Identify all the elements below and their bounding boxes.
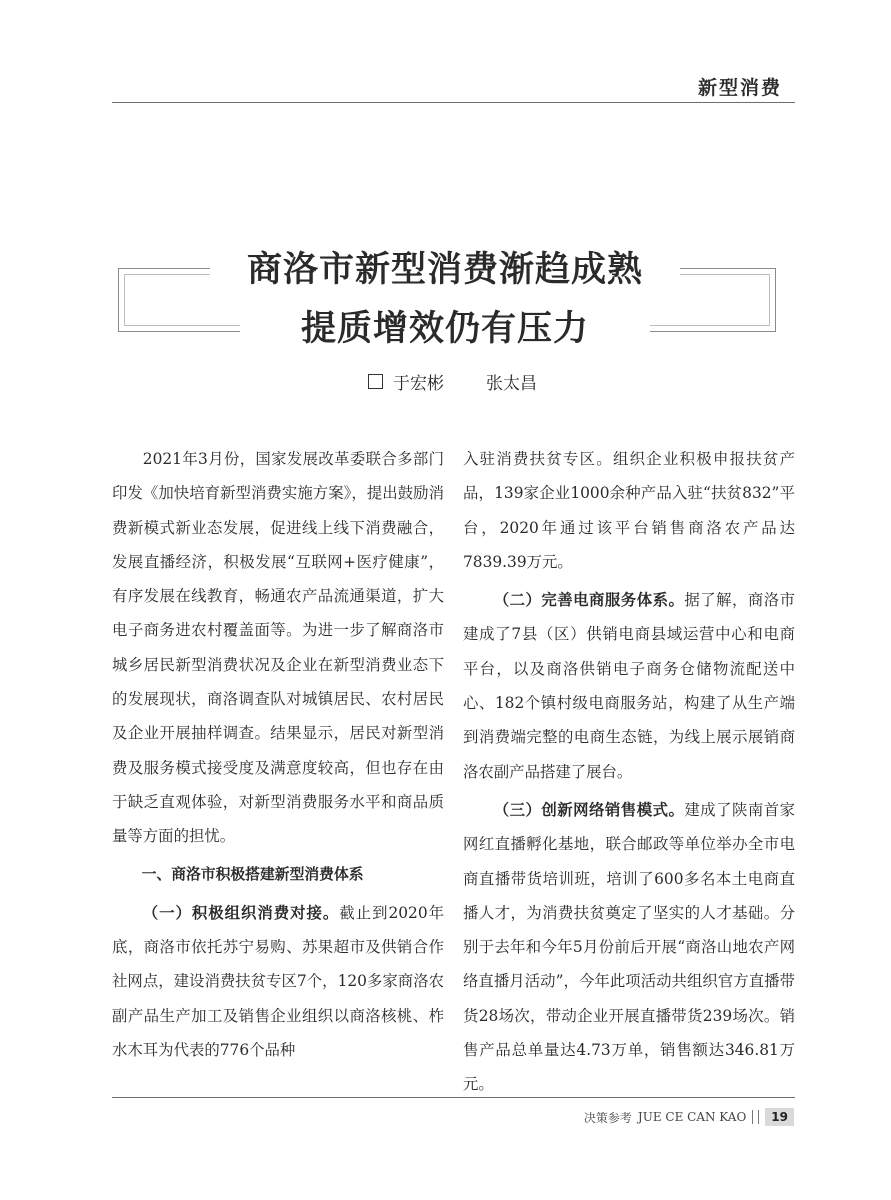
section-tag: 新型消费 <box>697 76 782 99</box>
article-title-line1: 商洛市新型消费渐趋成熟 <box>210 246 680 294</box>
body-paragraph <box>112 896 444 1067</box>
paragraph-lead: （三）创新网络销售模式。 <box>493 800 685 819</box>
paragraph-text: 建成了陕南首家网红直播孵化基地，联合邮政等单位举办全市电商直播带货培训班，培训了600多名本土电商直播人才，为消费扶贫奠定了坚实的人才基础。分别于去年和今年5月份前后开展“商洛山地农产网络直播月活动”，今年此项活动共组织官方直播带货28场次，带动企业开展直播带货239场次。销售产品总单量达4.73万单，销售额达346.81万元。 <box>463 800 795 1094</box>
paragraph-text: 据了解，商洛市建成了7县（区）供销电商县域运营中心和电商平台，以及商洛供销电子商务仓储物流配送中心、182个镇村级电商服务站，构建了从生产端到消费端完整的电商生态链，为线上展示展销商洛农副产品搭建了展台。 <box>463 591 795 781</box>
section-heading: 一、商洛市积极搭建新型消费体系 <box>141 865 364 883</box>
body-paragraph: 入驻消费扶贫专区。组织企业积极申报扶贫产品，139家企业1000余种产品入驻“扶贫832”平台，2020年通过该平台销售商洛农产品达7839.39万元。 <box>463 450 795 571</box>
page-footer <box>584 1105 794 1129</box>
right-column <box>463 442 795 1102</box>
article-title-line2: 提质增效仍有压力 <box>240 305 650 353</box>
journal-name: 决策参考 <box>583 1110 632 1125</box>
byline <box>368 368 537 394</box>
byline-box-icon <box>368 374 383 389</box>
left-column <box>112 442 444 1067</box>
page-number: 19 <box>765 1108 794 1126</box>
paragraph-lead: （一）积极组织消费对接。 <box>142 903 340 922</box>
footer-rule <box>112 1097 795 1098</box>
author-name: 于宏彬 <box>393 373 444 394</box>
body-paragraph <box>463 793 795 1102</box>
divider-bars-icon <box>752 1110 759 1124</box>
paragraph-lead: （二）完善电商服务体系。 <box>493 591 685 610</box>
author-name: 张太昌 <box>486 373 537 394</box>
journal-pinyin: JUE CE CAN KAO <box>637 1110 747 1124</box>
paragraph-text: 截止到2020年底，商洛市依托苏宁易购、苏果超市及供销合作社网点，建设消费扶贫专区7个，120多家商洛农副产品生产加工及销售企业组织以商洛核桃、柞水木耳为代表的776个品种 <box>112 903 444 1060</box>
body-paragraph: 2021年3月份，国家发展改革委联合多部门印发《加快培育新型消费实施方案》，提出鼓励消费新模式新业态发展，促进线上线下消费融合，发展直播经济，积极发展“互联网+医疗健康”，有序发展在线教育，畅通农产品流通渠道，扩大电子商务进农村覆盖面等。为进一步了解商洛市城乡居民新型消费状况及企业在新型消费业态下的发展现状，商洛调查队对城镇居民、农村居民及企业开展抽样调查。结果显示，居民对新型消费及服务模式接受度及满意度较高，但也存在由于缺乏直观体验，对新型消费服务水平和商品质量等方面的担忧。 <box>112 450 444 846</box>
body-paragraph <box>463 583 795 789</box>
